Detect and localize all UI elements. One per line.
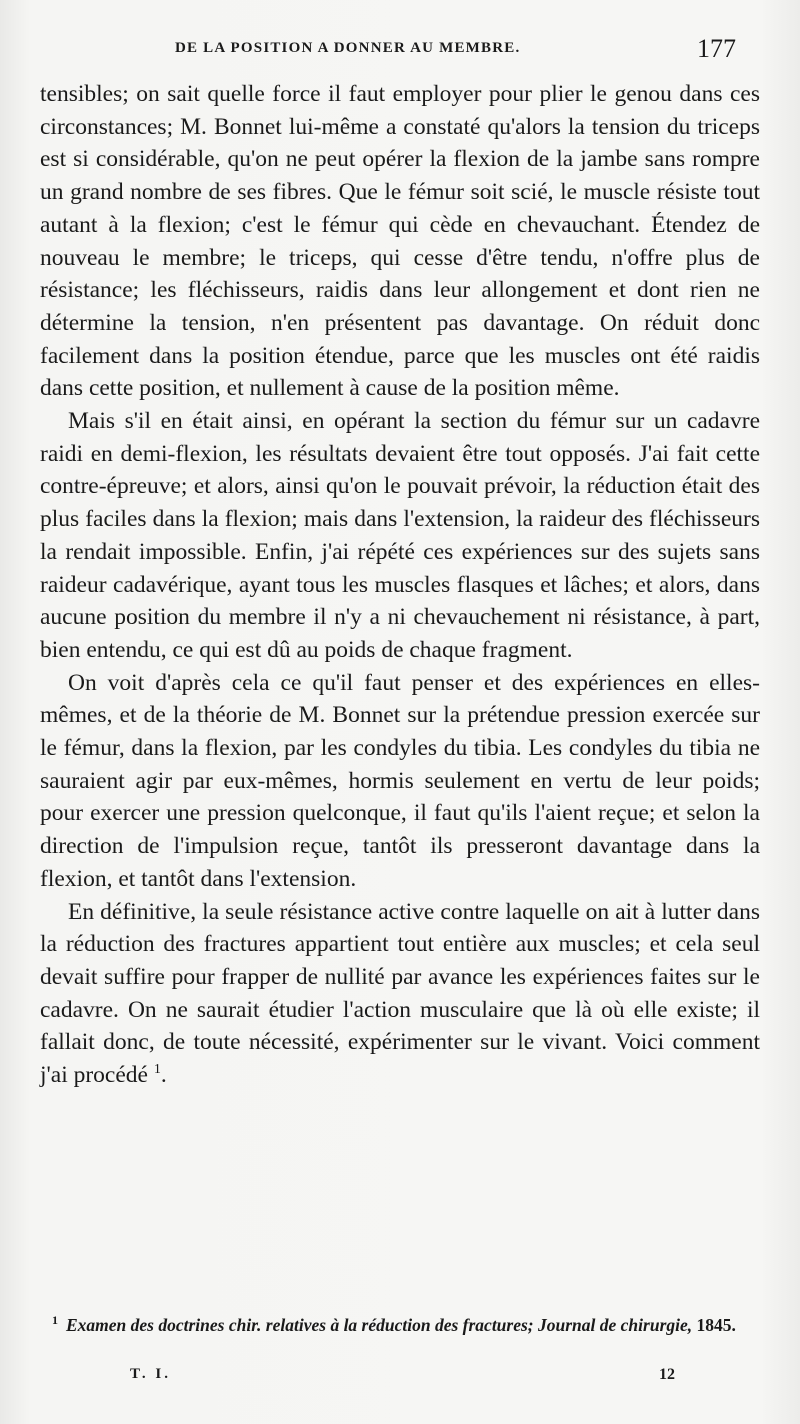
page-number: 177 xyxy=(697,34,736,63)
footnote-text: Examen des doctrines chir. relatives à la réduction des fractures; Journal de chirurgie, xyxy=(66,1314,693,1335)
body-text xyxy=(40,78,760,1092)
footnote-number: 1 xyxy=(52,1313,58,1327)
running-title: DE LA POSITION A DONNER AU MEMBRE. xyxy=(175,40,521,56)
paragraph: En définitive, la seule résistance active contre laquelle on ait à lutter dans la réduction des fractures appartient tout entière aux muscles; et cela seul devait suffire pour frapper de nullité par avance les expériences faites sur le cadavre. On ne saurait étudier l'action musculaire que là où elle existe; il fallait donc, de toute nécessité, expérimenter sur le vivant. Voici comment j'ai procédé $^1$. xyxy=(40,898,760,1089)
footnote-reference[interactable]: 1 xyxy=(153,1062,161,1078)
gathering-signature: 12 xyxy=(659,1366,675,1383)
paragraph xyxy=(40,667,760,896)
page-header xyxy=(40,34,740,74)
paragraph-2-text: Mais s'il en était ainsi, en opérant la section du fémur sur un cadavre raidi en demi-flexion, les résultats devaient être tout opposés. J'ai fait cette contre-épreuve; et alors, ainsi qu'on le pouvait prévoir, la réduction était des plus faciles dans la flexion; mais dans l'extension, la raideur des fléchisseurs la rendait impossible. Enfin, j'ai répété ces expériences sur des sujets sans raideur cadavérique, ayant tous les muscles flasques et lâches; et alors, dans aucune position du membre il n'y a ni chevauchement ni résistance, à part, bien entendu, ce qui est dû au poids de chaque fragment. xyxy=(40,408,760,663)
paragraph-3-text: On voit d'après cela ce qu'il faut penser et des expériences en elles-mêmes, et de la théorie de M. Bonnet sur la prétendue pression exercée sur le fémur, dans la flexion, par les condyles du tibia. Les condyles du tibia ne sauraient agir par eux-mêmes, hormis seulement en vertu de leur poids; pour exercer une pression quelconque, il faut qu'ils l'aient reçue; et selon la direction de l'impulsion reçue, tantôt ils presseront davantage dans la flexion, et tantôt dans l'extension. xyxy=(40,669,760,892)
footnote-year: 1845. xyxy=(696,1314,736,1335)
paragraph-continued xyxy=(40,78,760,405)
paragraph xyxy=(40,405,760,667)
volume-signature: T. I. xyxy=(130,1366,171,1382)
footnote xyxy=(52,1307,764,1338)
paragraph-4-text: En définitive, la seule résistance active contre laquelle on ait à lutter dans la réduction des fractures appartient tout entière aux muscles; et cela seul devait suffire pour frapper de nullité par avance les expériences faites sur le cadavre. On ne saurait étudier l'action musculaire que là où elle existe; il fallait donc, de toute nécessité, expérimenter sur le vivant. Voici comment j'ai procédé xyxy=(40,898,760,1089)
paragraph-1-text: tensibles; on sait quelle force il faut employer pour plier le genou dans ces circonstances; M. Bonnet lui-même a constaté qu'alors la tension du triceps est si considérable, qu'on ne peut opérer la flexion de la jambe sans rompre un grand nombre de ses fibres. Que le fémur soit scié, le muscle résiste tout autant à la flexion; c'est le fémur qui cède en chevauchant. Étendez de nouveau le membre; le triceps, qui cesse d'être tendu, n'offre plus de résistance; les fléchisseurs, raidis dans leur allongement et dont rien ne détermine la tension, n'en présentent pas davantage. On réduit donc facilement dans la position étendue, parce que les muscles ont été raidis dans cette position, et nullement à cause de la position même. xyxy=(40,81,760,402)
page-footer xyxy=(130,1366,675,1390)
